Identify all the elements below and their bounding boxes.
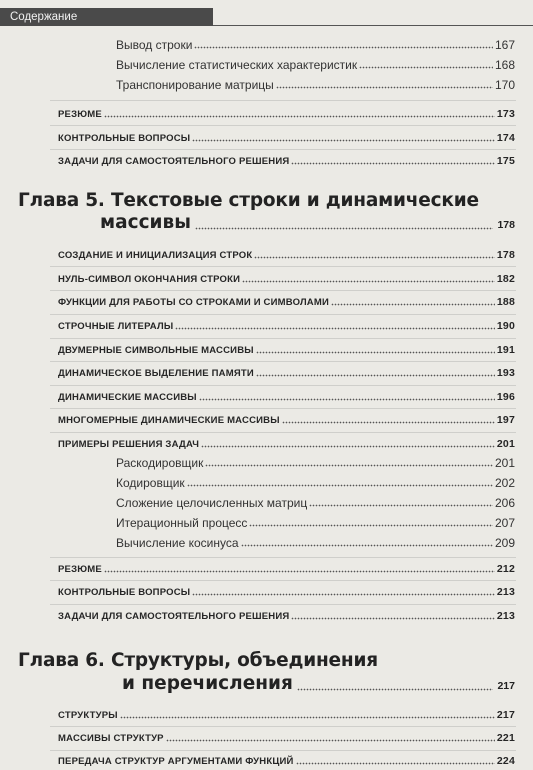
toc-section-page: 224 <box>496 755 515 767</box>
separator <box>50 726 516 727</box>
toc-section-page: 201 <box>496 438 515 450</box>
chapter-5-title-cont[interactable] <box>100 212 515 233</box>
toc-leader <box>205 464 493 467</box>
toc-section-page: 191 <box>496 344 515 356</box>
separator <box>50 290 516 291</box>
toc-entry-page: 167 <box>494 38 515 52</box>
toc-section-label: ДВУМЕРНЫЕ СИМВОЛЬНЫЕ МАССИВЫ <box>58 345 254 356</box>
toc-leader <box>297 688 494 691</box>
toc-leader <box>104 570 495 573</box>
toc-leader <box>192 139 495 142</box>
toc-leader <box>276 86 493 89</box>
toc-section[interactable] <box>58 296 515 308</box>
separator <box>50 750 516 751</box>
toc-section[interactable] <box>58 755 515 767</box>
toc-entry-page: 207 <box>494 516 515 530</box>
toc-leader <box>256 351 495 354</box>
toc-section-page: 174 <box>496 132 515 144</box>
separator <box>50 314 516 315</box>
toc-section[interactable] <box>58 108 515 120</box>
toc-entry-page: 201 <box>494 456 515 470</box>
toc-leader <box>241 544 493 547</box>
toc-section-page: 221 <box>496 732 515 744</box>
page-header <box>0 8 213 26</box>
toc-section-label: ДИНАМИЧЕСКИЕ МАССИВЫ <box>58 392 197 403</box>
toc-section-label: СТРУКТУРЫ <box>58 710 118 721</box>
toc-section-label: ЗАДАЧИ ДЛЯ САМОСТОЯТЕЛЬНОГО РЕШЕНИЯ <box>58 156 290 167</box>
toc-section[interactable] <box>58 273 515 285</box>
toc-section-label: КОНТРОЛЬНЫЕ ВОПРОСЫ <box>58 133 191 144</box>
separator <box>50 100 516 101</box>
separator <box>50 604 516 605</box>
toc-section-page: 213 <box>496 586 515 598</box>
toc-entry-label: Вычисление статистических характеристик <box>116 58 358 72</box>
toc-leader <box>359 66 493 69</box>
separator <box>50 432 516 433</box>
toc-leader <box>104 115 495 118</box>
toc-section[interactable] <box>58 732 515 744</box>
toc-section-label: РЕЗЮМЕ <box>58 564 102 575</box>
separator <box>50 338 516 339</box>
toc-leader <box>296 762 495 765</box>
toc-section-label: МНОГОМЕРНЫЕ ДИНАМИЧЕСКИЕ МАССИВЫ <box>58 415 280 426</box>
header-rule <box>213 25 533 26</box>
toc-leader <box>242 280 495 283</box>
toc-section-label: СТРОЧНЫЕ ЛИТЕРАЛЫ <box>58 321 174 332</box>
toc-entry-page: 170 <box>494 78 515 92</box>
toc-section[interactable] <box>58 563 515 575</box>
toc-section-page: 212 <box>496 563 515 575</box>
toc-leader <box>175 327 495 330</box>
toc-entry-label: Кодировщик <box>116 476 185 490</box>
chapter-5-title: Глава 5. Текстовые строки и динамические <box>18 190 479 211</box>
toc-section[interactable] <box>58 438 515 450</box>
toc-section[interactable] <box>58 132 515 144</box>
separator <box>50 557 516 558</box>
toc-entry-page: 206 <box>494 496 515 510</box>
toc-section-label: ДИНАМИЧЕСКОЕ ВЫДЕЛЕНИЕ ПАМЯТИ <box>58 368 254 379</box>
toc-section-page: 197 <box>496 414 515 426</box>
toc-section-label: МАССИВЫ СТРУКТУР <box>58 733 164 744</box>
chapter-6-title: Глава 6. Структуры, объединения <box>18 650 378 671</box>
toc-leader <box>194 46 493 49</box>
toc-leader <box>291 162 494 165</box>
toc-entry-label: Вычисление косинуса <box>116 536 239 550</box>
separator <box>50 266 516 267</box>
separator <box>50 580 516 581</box>
separator <box>50 149 516 150</box>
toc-entry-page: 168 <box>494 58 515 72</box>
toc-leader <box>192 593 495 596</box>
toc-entry[interactable] <box>116 516 515 530</box>
toc-section-page: 213 <box>496 610 515 622</box>
toc-section-label: СОЗДАНИЕ И ИНИЦИАЛИЗАЦИЯ СТРОК <box>58 250 253 261</box>
toc-section[interactable] <box>58 155 515 167</box>
toc-section-page: 178 <box>496 249 515 261</box>
toc-entry-label: Раскодировщик <box>116 456 204 470</box>
toc-section[interactable] <box>58 610 515 622</box>
toc-entry-label: Итерационный процесс <box>116 516 248 530</box>
toc-leader <box>195 227 494 230</box>
toc-leader <box>309 504 493 507</box>
separator <box>50 385 516 386</box>
header-title: Содержание <box>10 11 78 23</box>
separator <box>50 361 516 362</box>
toc-entry[interactable] <box>116 456 515 470</box>
toc-section[interactable] <box>58 414 515 426</box>
separator <box>50 125 516 126</box>
toc-entry[interactable] <box>116 496 515 510</box>
chapter-6-page: 217 <box>497 680 515 692</box>
toc-leader <box>120 716 495 719</box>
toc-entry-page: 209 <box>494 536 515 550</box>
toc-section[interactable] <box>58 367 515 379</box>
toc-section-page: 175 <box>496 155 515 167</box>
toc-section-label: НУЛЬ-СИМВОЛ ОКОНЧАНИЯ СТРОКИ <box>58 274 241 285</box>
toc-entry-label: Вывод строки <box>116 38 193 52</box>
toc-leader <box>166 739 495 742</box>
toc-section-page: 193 <box>496 367 515 379</box>
toc-entry[interactable] <box>116 536 515 550</box>
toc-leader <box>282 421 495 424</box>
toc-section[interactable] <box>58 344 515 356</box>
toc-section-page: 182 <box>496 273 515 285</box>
toc-section-label: ФУНКЦИИ ДЛЯ РАБОТЫ СО СТРОКАМИ И СИМВОЛАМИ <box>58 297 330 308</box>
toc-section-label: КОНТРОЛЬНЫЕ ВОПРОСЫ <box>58 587 191 598</box>
toc-entry-page: 202 <box>494 476 515 490</box>
toc-leader <box>256 374 495 377</box>
chapter-6-title-cont[interactable] <box>122 673 515 694</box>
toc-entry[interactable] <box>116 78 515 92</box>
toc-section-page: 173 <box>496 108 515 120</box>
toc-entry-label: Транспонирование матрицы <box>116 78 274 92</box>
chapter-5-title-line2: массивы <box>100 212 191 233</box>
toc-section[interactable] <box>58 391 515 403</box>
toc-section-label: ПРИМЕРЫ РЕШЕНИЯ ЗАДАЧ <box>58 439 200 450</box>
toc-section-label: ПЕРЕДАЧА СТРУКТУР АРГУМЕНТАМИ ФУНКЦИЙ <box>58 756 294 767</box>
toc-leader <box>187 484 493 487</box>
chapter-6-title-line2: и перечисления <box>122 673 293 694</box>
toc-leader <box>199 398 495 401</box>
separator <box>50 408 516 409</box>
toc-leader <box>254 256 495 259</box>
toc-entry-label: Сложение целочисленных матриц <box>116 496 308 510</box>
toc-section[interactable] <box>58 249 515 261</box>
toc-leader <box>331 303 495 306</box>
toc-section[interactable] <box>58 586 515 598</box>
toc-section-page: 188 <box>496 296 515 308</box>
toc-section[interactable] <box>58 320 515 332</box>
toc-leader <box>201 445 495 448</box>
chapter-5-page: 178 <box>497 219 515 231</box>
toc-entry[interactable] <box>116 58 515 72</box>
toc-entry[interactable] <box>116 476 515 490</box>
toc-entry[interactable] <box>116 38 515 52</box>
toc-section-label: ЗАДАЧИ ДЛЯ САМОСТОЯТЕЛЬНОГО РЕШЕНИЯ <box>58 611 290 622</box>
toc-section-page: 196 <box>496 391 515 403</box>
toc-section-page: 190 <box>496 320 515 332</box>
toc-leader <box>291 617 494 620</box>
toc-section[interactable] <box>58 709 515 721</box>
toc-section-page: 217 <box>496 709 515 721</box>
toc-section-label: РЕЗЮМЕ <box>58 109 102 120</box>
toc-leader <box>249 524 493 527</box>
